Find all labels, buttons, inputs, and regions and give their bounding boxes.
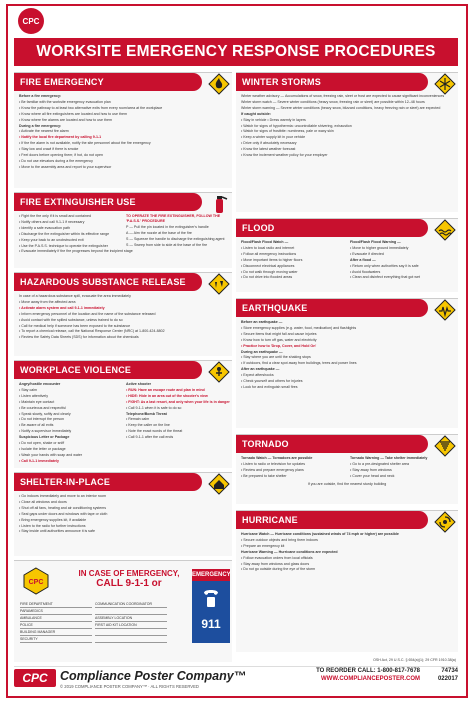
- section-workplace-violence: [14, 360, 232, 468]
- text-line: • Discharge the fire extinguisher within its effective range: [19, 231, 110, 236]
- section-shelter-in-place: [14, 472, 232, 556]
- product-code: 74734: [441, 668, 458, 674]
- text-line: • Stay away from windows: [350, 467, 392, 472]
- section-earthquake: [236, 298, 458, 428]
- text-line: • Return only when authorities say it is safe: [350, 263, 419, 268]
- text-line: • Secure items that might fall and cause injuries: [241, 331, 317, 336]
- section-tornado: [236, 434, 458, 504]
- pass-title: TO OPERATE THE FIRE EXTINGUISHER, FOLLOW THE 'P.A.S.S.' PROCEDURE: [126, 214, 221, 223]
- text-line: • Call 9-1-1 immediately: [19, 458, 60, 463]
- text-line: Before a fire emergency:: [19, 94, 62, 98]
- section-heading: WINTER STORMS: [236, 73, 428, 91]
- tornado-icon: [434, 435, 456, 457]
- violence-right-list: [126, 382, 230, 465]
- text-line: • Call 9-1-1 when it is safe to do so: [126, 405, 182, 410]
- text-line: Winter storm watch — Severe winter conditions (heavy snow, freezing rain or sleet) are possible within 12–48 hours: [241, 99, 425, 104]
- text-line: • Call for medical help if someone has been exposed to the substance: [19, 323, 131, 328]
- text-line: • Check yourself and others for injuries: [241, 379, 303, 384]
- text-line: • Stay inside until authorities announce it is safe: [19, 529, 95, 534]
- contact-field[interactable]: PARAMEDICS: [20, 608, 92, 615]
- text-line: • If the fire alarm is not available, notify the site personnel about the fire emergency: [19, 141, 151, 146]
- text-line: • Bring emergency supplies kit, if available: [19, 517, 87, 522]
- text-line: • Review and prepare emergency plans: [241, 467, 304, 472]
- text-line: Telephone/Bomb Threat: [126, 411, 167, 416]
- text-line: • Know where fire alarms are located and how to use them: [19, 117, 112, 122]
- text-line: • Wash your hands with soap and water: [19, 452, 83, 457]
- text-line: • Notify the local fire department by calling 9-1-1: [19, 135, 102, 140]
- text-line: • Isolate the letter or package: [19, 446, 66, 451]
- section-hazardous-substance: [14, 272, 232, 356]
- text-line: • To report a chemical release, call the National Response Center (NRC) at 1-800-424-8802: [19, 329, 165, 334]
- contact-row: [20, 636, 170, 643]
- text-line: • Prepare an emergency kit: [241, 543, 285, 548]
- text-line: • Watch for signs of frostbite: numbness, pale or waxy skin: [241, 129, 334, 134]
- text-line: • Store emergency supplies (e.g. water, food, medication) and flashlights: [241, 325, 357, 330]
- text-line: Hurricane Watch — Hurricane conditions (sustained winds of 74 mph or higher) are possible: [241, 532, 399, 536]
- text-line: • Know the latest weather forecast: [241, 147, 296, 152]
- contact-field[interactable]: COMMUNICATION COORDINATOR: [95, 601, 167, 608]
- text-line: • Know how to turn off gas, water and electricity: [241, 337, 317, 342]
- text-line: • Evacuate immediately if the fire progresses beyond the incipient stage: [19, 249, 133, 254]
- text-line: • Watch for signs of hypothermia: uncontrollable shivering, exhaustion: [241, 123, 352, 128]
- fire-hazard-icon: [208, 73, 230, 95]
- text-line: Flood/Flash Flood Watch —: [241, 240, 289, 244]
- svg-text:CPC: CPC: [28, 579, 44, 586]
- company-name: Compliance Poster Company™: [60, 669, 247, 683]
- text-line: • Move away from the affected area: [19, 299, 76, 304]
- text-line: • Stay calm: [19, 387, 38, 392]
- text-line: • Know where all fire extinguishers are located and how to use them: [19, 111, 127, 116]
- reorder-phone: TO REORDER CALL: 1-800-817-7678: [316, 668, 420, 674]
- text-line: • Be aware of all exits: [19, 423, 54, 428]
- hazardous-substance-icon: [208, 273, 230, 295]
- text-line: • Call 9-1-1 after the call ends: [126, 435, 174, 440]
- text-line: • Shut off all fans, heating and air conditioning systems: [19, 505, 107, 510]
- section-heading: FIRE EXTINGUISHER USE: [14, 193, 202, 211]
- emergency-911-sign: [192, 569, 230, 659]
- copyright: © 2019 COMPLIANCE POSTER COMPANY™ · ALL RIGHTS RESERVED: [60, 684, 199, 689]
- text-line: During a fire emergency:: [19, 123, 62, 128]
- text-line: • Do not walk through moving water: [241, 269, 298, 274]
- fire-extinguisher-icon: [208, 193, 230, 215]
- text-line: • Follow evacuation orders from local officials: [241, 555, 313, 560]
- text-line: • Be prepared to take shelter: [241, 473, 287, 478]
- emergency-sign-label: EMERGENCY: [192, 569, 230, 581]
- section-fire-emergency: [14, 72, 232, 188]
- text-line: • Notify a supervisor immediately: [19, 429, 72, 434]
- text-line: Tornado Watch — Tornadoes are possible: [241, 456, 313, 460]
- section-winter-storms: [236, 72, 458, 212]
- text-line: • Go to a pre-designated shelter area: [350, 461, 409, 466]
- osh-citation: OSH Act, 29 U.S.C. § 654(a)(1); 29 CFR 1910.38(a): [373, 658, 456, 662]
- telephone-icon: [199, 587, 223, 611]
- pass-procedure: [126, 214, 227, 265]
- footer: [14, 666, 458, 692]
- section-heading: EARTHQUAKE: [236, 299, 428, 317]
- text-line: • Evacuate if directed: [350, 251, 384, 256]
- text-line: • Do not drive into flooded areas: [241, 275, 293, 280]
- flood-warning-list: [350, 240, 453, 289]
- violence-left-list: [19, 382, 120, 465]
- text-line: • Move to higher ground immediately: [350, 245, 409, 250]
- tornado-watch-list: [241, 456, 344, 480]
- text-line: Suspicious Letter or Package: [19, 435, 70, 440]
- text-line: • Avoid contact with the spilled substance, unless trained to do so: [19, 317, 123, 322]
- contact-field[interactable]: SECURITY: [20, 636, 92, 643]
- contact-field[interactable]: [95, 629, 167, 636]
- text-line: • Be familiar with the worksite emergency evacuation plan: [19, 99, 111, 104]
- text-line: • Do not go outside during the eye of the storm: [241, 567, 316, 572]
- flood-watch-list: [241, 240, 344, 289]
- product-codes: [424, 667, 458, 683]
- text-line: After an earthquake —: [241, 367, 280, 372]
- text-line: • Be courteous and respectful: [19, 405, 67, 410]
- text-line: • Stay low and crawl if there is smoke: [19, 147, 79, 152]
- text-line: • Stay away from windows and glass doors: [241, 561, 310, 566]
- section-flood: [236, 218, 458, 292]
- section-heading: HAZARDOUS SUBSTANCE RELEASE: [14, 273, 202, 291]
- text-line: • Remain calm: [126, 417, 150, 422]
- section-fire-extinguisher: [14, 192, 232, 268]
- contact-field[interactable]: [95, 636, 167, 643]
- text-line: • Stay in vehicle • Dress warmly in layers: [241, 117, 306, 122]
- text-line: Tornado Warning — Take shelter immediately: [350, 456, 428, 460]
- emergency-heading-line2: CALL 9-1-1 or: [96, 578, 162, 589]
- cpc-badge-icon: [10, 6, 52, 36]
- text-line: • Inform emergency personnel of the location and the name of the substance released: [19, 311, 156, 316]
- text-line: • Close all windows and doors: [19, 499, 67, 504]
- text-line: • Seal gaps under doors and windows with tape or cloth: [19, 511, 108, 516]
- text-line: • Maintain eye contact: [19, 399, 55, 404]
- contact-row: [20, 622, 170, 629]
- text-line: • Speak slowly, softly and clearly: [19, 411, 71, 416]
- contact-row: [20, 608, 170, 615]
- text-line: • Move to the assembly area and report to your supervisor: [19, 164, 112, 169]
- text-line: • Expect aftershocks: [241, 373, 274, 378]
- text-line: • Identify a safe evacuation path: [19, 225, 71, 230]
- contact-row: [20, 601, 170, 608]
- text-line: • Follow all emergency instructions: [241, 251, 297, 256]
- text-line: • Do not interrupt the person: [19, 417, 65, 422]
- contact-field[interactable]: [95, 608, 167, 615]
- text-line: • Listen to local radio and internet: [241, 245, 295, 250]
- text-line: Winter weather advisory — Accumulations of snow, freezing rain, sleet or frost are expected to cause significant inconveniences: [241, 94, 445, 98]
- website-link[interactable]: WWW.COMPLIANCEPOSTER.COM: [321, 676, 420, 682]
- text-line: • Note the exact words of the threat: [126, 429, 183, 434]
- text-line: • Fight the fire only if it is small and contained: [19, 214, 91, 218]
- emergency-contacts-panel: [14, 560, 232, 662]
- revision-code: 022017: [437, 676, 458, 682]
- workplace-violence-icon: [208, 361, 230, 383]
- text-line: Before an earthquake —: [241, 320, 283, 324]
- cpc-hex-badge-icon: [22, 567, 50, 595]
- text-line: • Keep your back to an unobstructed exit: [19, 237, 84, 242]
- text-line: • Listen to radio or television for updates: [241, 461, 305, 466]
- text-line: • Activate alarm system and call 9-1-1 immediately: [19, 305, 105, 310]
- text-line: • Listen attentively: [19, 393, 49, 398]
- text-line: • Practice how to 'Drop, Cover, and Hold On': [241, 343, 317, 348]
- contact-rows: [20, 601, 170, 643]
- text-line: • Move important items to higher floors: [241, 257, 303, 262]
- section-heading: HURRICANE: [236, 511, 428, 529]
- extinguisher-rules: [19, 214, 133, 265]
- text-line: Flood/Flash Flood Warning —: [350, 240, 401, 244]
- text-line: • Notify others and call 9-1-1 if necessary: [19, 219, 85, 224]
- text-line: • Do not open, shake or sniff: [19, 441, 65, 446]
- text-line: • Know the inclement weather policy for your employer: [241, 153, 328, 158]
- text-line: • Cover your head and neck: [350, 473, 395, 478]
- phone-box: [192, 581, 230, 643]
- text-line: • Keep a winter supply kit in your vehicle: [241, 135, 306, 140]
- shelter-in-place-icon: [208, 473, 230, 495]
- text-line: • Go indoors immediately and move to an interior room: [19, 494, 106, 498]
- contact-row: [20, 629, 170, 636]
- contact-field[interactable]: FIRE DEPARTMENT: [20, 601, 92, 608]
- contact-row: [20, 615, 170, 622]
- text-line: Winter storm warning — Severe winter conditions (heavy snow, blizzard conditions, heavy freezing rain or sleet) are expected: [241, 105, 441, 110]
- emergency-heading-line1: IN CASE OF EMERGENCY,: [78, 569, 180, 578]
- text-line: Active shooter: [126, 382, 151, 386]
- section-heading: WORKPLACE VIOLENCE: [14, 361, 202, 379]
- text-line: • Drive only if absolutely necessary: [241, 141, 297, 146]
- text-line: If you are outside, find the nearest sturdy building: [307, 481, 387, 486]
- text-line: Angry/hostile encounter: [19, 382, 61, 386]
- text-line: • HIDE: Hide in an area out of the shooter's view: [126, 393, 208, 398]
- text-line: • Disconnect electrical appliances: [241, 263, 295, 268]
- contact-field[interactable]: ASSEMBLY LOCATION: [95, 615, 167, 622]
- text-line: After a flood —: [350, 257, 376, 262]
- text-line: • Review the Safety Data Sheets (SDS) for information about the chemicals: [19, 335, 139, 340]
- pass-step: S — Squeeze the handle to discharge the extinguishing agent: [126, 236, 225, 241]
- svg-text:CPC: CPC: [22, 17, 40, 26]
- poster-title: WORKSITE EMERGENCY RESPONSE PROCEDURES: [14, 38, 458, 66]
- text-line: In case of a hazardous substance spill, evacuate the area immediately: [19, 294, 131, 298]
- text-line: • Use the P.A.S.S. technique to operate the extinguisher: [19, 243, 108, 248]
- text-line: • If outdoors, find a clear spot away from buildings, trees and power lines: [241, 361, 357, 366]
- text-line: • Avoid floodwaters: [350, 269, 381, 274]
- text-line: • Feel doors before opening them; if hot, do not open: [19, 153, 103, 158]
- text-line: • Keep the caller on the line: [126, 423, 170, 428]
- emergency-heading: [74, 569, 184, 589]
- text-line: If caught outside:: [241, 111, 271, 116]
- contact-field[interactable]: AMBULANCE: [20, 615, 92, 622]
- flood-icon: [434, 219, 456, 241]
- tornado-warning-list: [350, 456, 453, 480]
- pass-step: A — Aim the nozzle at the base of the fire: [126, 230, 192, 235]
- emergency-number: 911: [201, 617, 221, 631]
- text-line: • Stay where you are until the shaking stops: [241, 355, 311, 360]
- section-hurricane: [236, 510, 458, 652]
- text-line: • Activate the nearest fire alarm: [19, 129, 69, 134]
- text-line: • FIGHT: As a last resort, and only when your life is in danger: [126, 399, 230, 404]
- contact-field[interactable]: FIRST AID KIT LOCATION: [95, 622, 167, 629]
- pass-step: P — Pull the pin located in the extinguisher's handle: [126, 224, 209, 229]
- reorder-info: [280, 667, 420, 683]
- contact-field[interactable]: POLICE: [20, 622, 92, 629]
- snowflake-icon: [434, 73, 456, 95]
- text-line: Hurricane Warning — Hurricane conditions are expected: [241, 549, 338, 554]
- cpc-logo: CPC: [14, 669, 56, 687]
- text-line: • Do not use elevators during a fire emergency: [19, 158, 93, 163]
- section-heading: FIRE EMERGENCY: [14, 73, 202, 91]
- pass-step: S — Sweep from side to side at the base of the fire: [126, 242, 208, 247]
- text-line: • Listen to the radio for further instructions: [19, 523, 86, 528]
- text-line: • Look for and extinguish small fires: [241, 384, 298, 389]
- section-heading: FLOOD: [236, 219, 428, 237]
- text-line: • Clean and disinfect everything that got wet: [350, 275, 420, 280]
- hurricane-icon: [434, 511, 456, 533]
- contact-field[interactable]: BUILDING MANAGER: [20, 629, 92, 636]
- earthquake-icon: [434, 299, 456, 321]
- text-line: During an earthquake —: [241, 349, 283, 354]
- text-line: • Secure outdoor objects and bring them indoors: [241, 537, 318, 542]
- text-line: • RUN: Have an escape route and plan in mind: [126, 387, 205, 392]
- text-line: • Know the pathway to at least two alternative exits from every room/area at the workplace: [19, 105, 163, 110]
- section-heading: TORNADO: [236, 435, 428, 453]
- section-heading: SHELTER-IN-PLACE: [14, 473, 202, 491]
